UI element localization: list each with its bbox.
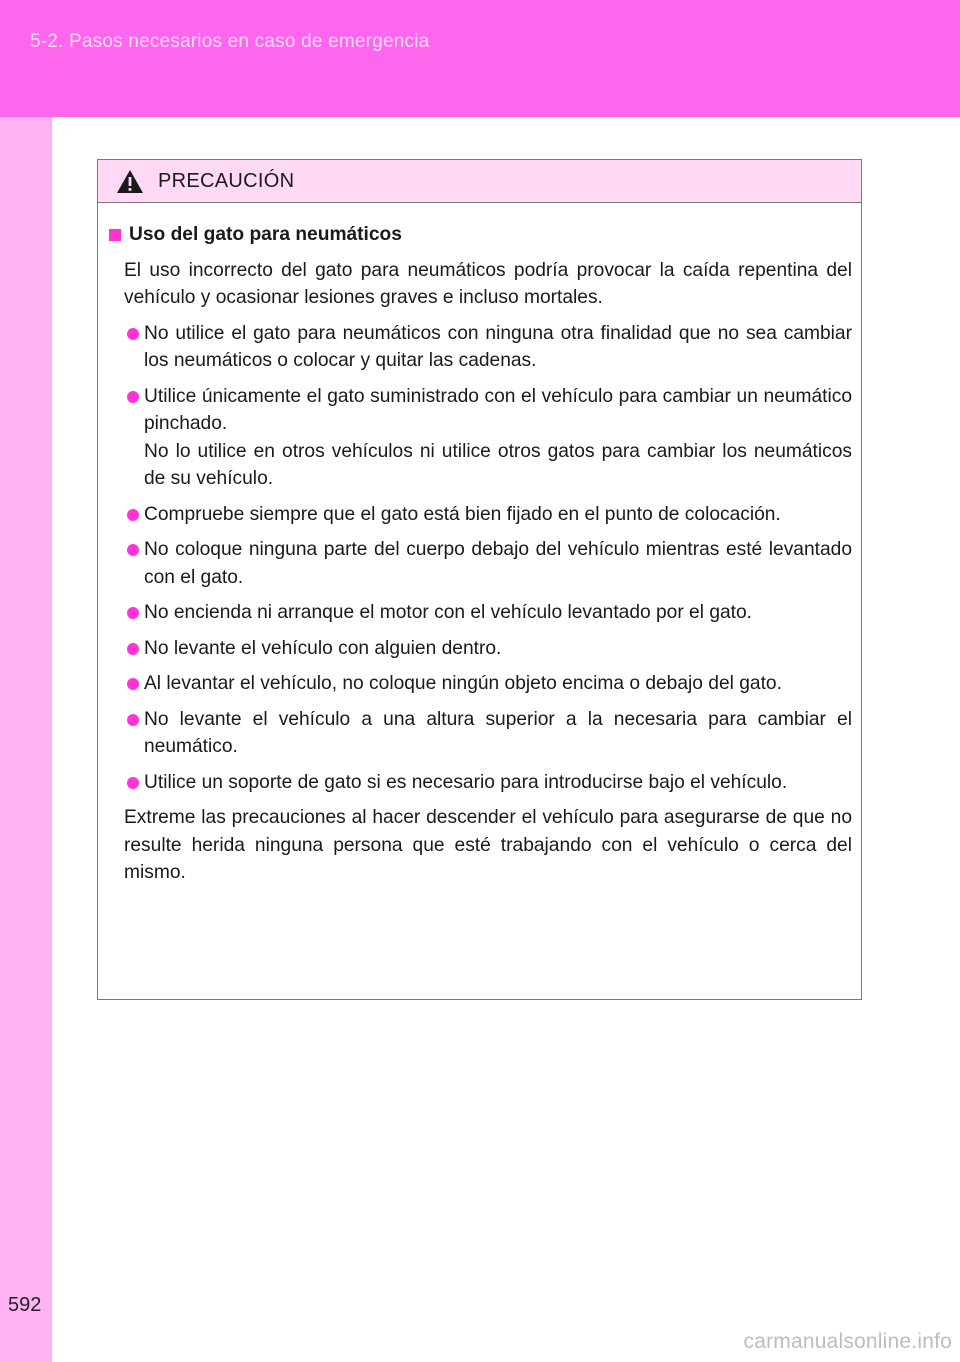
caution-box [97, 159, 862, 1000]
round-bullet-icon [127, 607, 139, 619]
bullet-item [107, 320, 852, 375]
bullet-item [107, 706, 852, 761]
bullet-text: Al levantar el vehículo, no coloque ningún objeto encima o debajo del gato. [144, 673, 782, 694]
square-bullet-icon [109, 229, 121, 241]
caution-header [98, 160, 861, 203]
section-heading-text: Uso del gato para neumáticos [129, 224, 402, 245]
intro-paragraph: El uso incorrecto del gato para neumáticos podría provocar la caída repentina del vehículo y ocasionar lesiones graves e incluso mortales. [124, 259, 852, 308]
bullet-text: Utilice únicamente el gato suministrado con el vehículo para cambiar un neumático pinchado. [144, 385, 852, 434]
side-strip [0, 117, 52, 1362]
caution-body [98, 203, 861, 887]
round-bullet-icon [127, 509, 139, 521]
round-bullet-icon [127, 678, 139, 690]
bullet-item [107, 383, 852, 493]
bullet-item [107, 635, 852, 663]
page-number: 592 [8, 1294, 42, 1316]
round-bullet-icon [127, 391, 139, 403]
round-bullet-icon [127, 714, 139, 726]
bullet-text: No levante el vehículo a una altura superior a la necesaria para cambiar el neumático. [144, 708, 852, 757]
bullet-item [107, 670, 852, 698]
section-title: 5-2. Pasos necesarios en caso de emergencia [30, 31, 430, 52]
round-bullet-icon [127, 544, 139, 556]
watermark: carmanualsonline.info [743, 1330, 952, 1353]
bullet-text: No encienda ni arranque el motor con el vehículo levantado por el gato. [144, 602, 752, 623]
bullet-list [107, 320, 852, 797]
bullet-text: No levante el vehículo con alguien dentro. [144, 637, 502, 659]
bullet-extra-text: No lo utilice en otros vehículos ni utilice otros gatos para cambiar los neumáticos de su vehículo. [144, 440, 852, 489]
bullet-item [107, 501, 852, 529]
header-band [0, 0, 960, 117]
section-heading [107, 221, 852, 249]
round-bullet-icon [127, 643, 139, 655]
warning-triangle-icon [116, 169, 144, 194]
bullet-text: No utilice el gato para neumáticos con ninguna otra finalidad que no sea cambiar los neumáticos o colocar y quitar las cadenas. [144, 322, 852, 371]
bullet-text: Compruebe siempre que el gato está bien fijado en el punto de colocación. [144, 503, 781, 525]
bullet-item [107, 599, 852, 627]
closing-paragraph: Extreme las precauciones al hacer descender el vehículo para asegurarse de que no resulte herida ninguna persona que esté trabajando con el vehículo o cerca del mismo. [124, 807, 852, 883]
caution-title: PRECAUCIÓN [158, 170, 295, 192]
round-bullet-icon [127, 328, 139, 340]
bullet-text: No coloque ninguna parte del cuerpo debajo del vehículo mientras esté levantado con el gato. [144, 539, 852, 588]
bullet-item [107, 769, 852, 797]
bullet-text: Utilice un soporte de gato si es necesario para introducirse bajo el vehículo. [144, 771, 788, 793]
bullet-item [107, 536, 852, 591]
round-bullet-icon [127, 777, 139, 789]
